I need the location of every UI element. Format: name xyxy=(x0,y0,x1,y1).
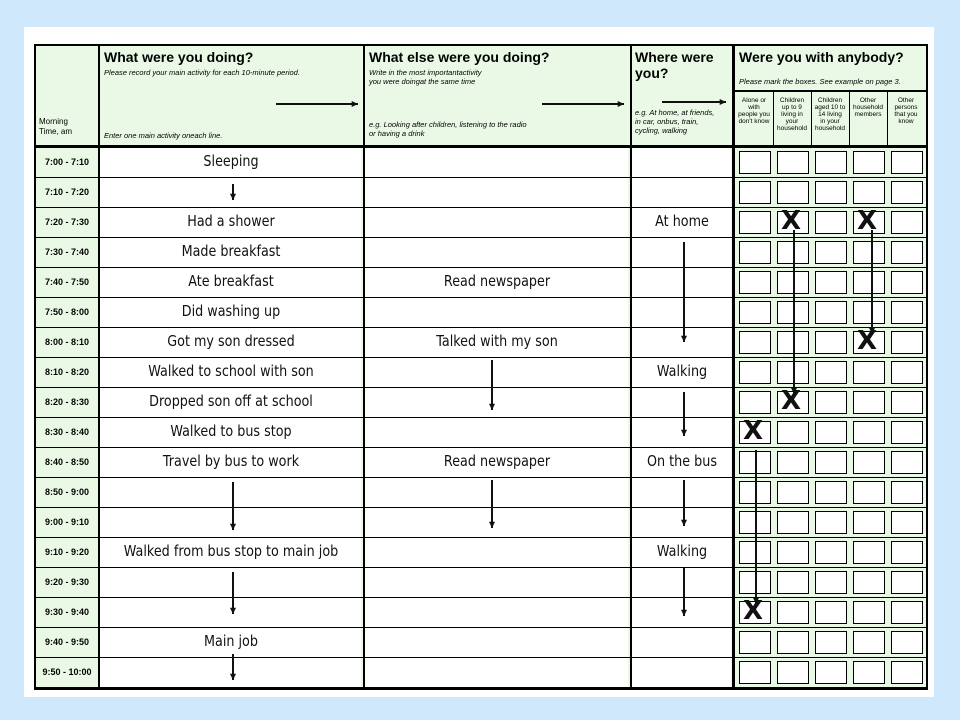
secondary-activity-example: e.g. Looking after children, listening to the radio or having a drink xyxy=(369,120,527,138)
secondary-activity-title: What else were you doing? xyxy=(369,49,550,65)
time-slot-label: 8:40 - 8:50 xyxy=(44,457,90,467)
time-slot-label: 7:40 - 7:50 xyxy=(44,277,90,287)
main-activity-footnote: Enter one main activity oneach line. xyxy=(104,131,223,140)
secondary-continuation-arrow-head xyxy=(489,404,495,410)
location-continuation-arrow-head xyxy=(681,336,687,342)
location-entry[interactable]: Walking xyxy=(656,542,708,560)
time-slot-label: 9:20 - 9:30 xyxy=(44,577,90,587)
checkbox-mark: X xyxy=(781,206,802,236)
main-activity-entry[interactable]: Had a shower xyxy=(187,212,275,230)
checkbox-mark: X xyxy=(857,326,878,356)
header-pointer-arrow-head xyxy=(618,101,624,107)
main-activity-entry[interactable]: Dropped son off at school xyxy=(149,392,313,410)
time-slot-label: 9:40 - 9:50 xyxy=(44,637,90,647)
location-continuation-arrow-head xyxy=(681,520,687,526)
diary-sheet xyxy=(24,27,934,697)
location-continuation-arrow-head xyxy=(681,610,687,616)
main-activity-entry[interactable]: Walked from bus stop to main job xyxy=(123,542,339,560)
main-activity-entry[interactable]: Walked to school with son xyxy=(148,362,314,380)
company-option-label: Children aged 10 to 14 living in your household xyxy=(814,97,846,132)
time-label: Morning Time, am xyxy=(39,117,73,136)
company-option-label: Alone or with people you don't know xyxy=(738,97,770,125)
location-entry[interactable]: At home xyxy=(655,212,709,230)
time-slot-label: 9:00 - 9:10 xyxy=(44,517,90,527)
location-example: e.g. At home, at friends, in car, onbus, train, cycling, walking xyxy=(635,108,715,135)
company-instruction: Please mark the boxes. See example on page 3. xyxy=(739,77,901,86)
time-slot-label: 9:30 - 9:40 xyxy=(44,607,90,617)
main-activity-entry[interactable]: Walked to bus stop xyxy=(170,422,292,440)
main-continuation-arrow-head xyxy=(230,524,236,530)
location-entry[interactable]: On the bus xyxy=(647,452,717,470)
location-title: Where were you? xyxy=(635,49,714,81)
company-option-label: Children up to 9 living in your household xyxy=(777,97,807,132)
location-continuation-arrow-head xyxy=(681,430,687,436)
time-slot-label: 7:50 - 8:00 xyxy=(44,307,90,317)
checkbox-mark: X xyxy=(781,386,802,416)
main-activity-entry[interactable]: Main job xyxy=(204,632,258,650)
location-entry[interactable]: Walking xyxy=(656,362,708,380)
time-slot-label: 8:10 - 8:20 xyxy=(44,367,90,377)
time-slot-label: 7:30 - 7:40 xyxy=(44,247,90,257)
time-slot-label: 7:20 - 7:30 xyxy=(44,217,90,227)
checkbox-mark: X xyxy=(857,206,878,236)
main-activity-instruction: Please record your main activity for each 10-minute period. xyxy=(104,68,300,77)
time-slot-label: 8:50 - 9:00 xyxy=(44,487,90,497)
time-slot-label: 7:00 - 7:10 xyxy=(44,157,90,167)
header-pointer-arrow-head xyxy=(720,99,726,105)
main-continuation-arrow-head xyxy=(230,194,236,200)
main-activity-entry[interactable]: Sleeping xyxy=(203,152,259,170)
main-activity-entry[interactable]: Got my son dressed xyxy=(167,332,295,350)
secondary-activity-instruction: Write in the most importantactivity you were doingat the same time xyxy=(369,68,482,86)
time-slot-label: 9:10 - 9:20 xyxy=(44,547,90,557)
company-title: Were you with anybody? xyxy=(739,49,904,65)
time-slot-label: 9:50 - 10:00 xyxy=(42,667,92,677)
main-continuation-arrow-head xyxy=(230,674,236,680)
continuation-arrows xyxy=(36,46,926,688)
time-use-diary-form xyxy=(34,44,928,690)
secondary-continuation-arrow-head xyxy=(489,522,495,528)
main-activity-entry[interactable]: Ate breakfast xyxy=(188,272,274,290)
company-option-label: Other household members xyxy=(853,97,883,118)
time-slot-label: 7:10 - 7:20 xyxy=(44,187,90,197)
main-activity-entry[interactable]: Did washing up xyxy=(181,302,281,320)
checkbox-mark: X xyxy=(743,416,764,446)
secondary-activity-entry[interactable]: Talked with my son xyxy=(436,332,558,350)
main-activity-title: What were you doing? xyxy=(104,49,254,65)
header-pointer-arrow-head xyxy=(352,101,358,107)
secondary-activity-entry[interactable]: Read newspaper xyxy=(443,452,551,470)
checkbox-mark: X xyxy=(743,596,764,626)
secondary-activity-entry[interactable]: Read newspaper xyxy=(443,272,551,290)
main-continuation-arrow-head xyxy=(230,608,236,614)
main-activity-entry[interactable]: Made breakfast xyxy=(181,242,281,260)
company-option-label: Other persons that you know xyxy=(894,97,918,125)
main-activity-entry[interactable]: Travel by bus to work xyxy=(162,452,300,470)
time-slot-label: 8:00 - 8:10 xyxy=(44,337,90,347)
time-slot-label: 8:20 - 8:30 xyxy=(44,397,90,407)
time-slot-label: 8:30 - 8:40 xyxy=(44,427,90,437)
